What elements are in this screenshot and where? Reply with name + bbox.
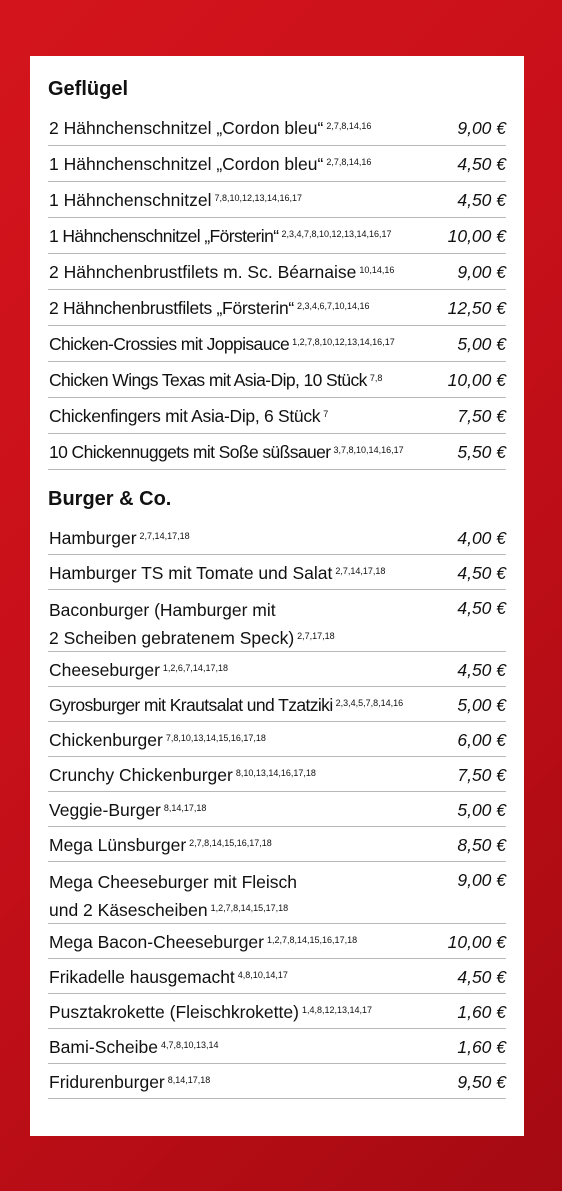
item-price: 9,00 € xyxy=(457,118,506,138)
item-price: 9,50 € xyxy=(457,1072,506,1092)
allergen-codes: 7,8,10,12,13,14,16,17 xyxy=(214,193,303,203)
allergen-codes: 10,14,16 xyxy=(359,265,395,275)
allergen-codes: 1,4,8,12,13,14,17 xyxy=(301,1005,373,1015)
item-price: 4,50 € xyxy=(457,154,506,174)
allergen-codes: 7 xyxy=(323,409,329,419)
item-price: 5,00 € xyxy=(457,695,506,715)
allergen-codes: 3,7,8,10,14,16,17 xyxy=(333,445,404,455)
section-title-burger: Burger & Co. xyxy=(48,488,172,510)
item-name: Chicken-Crossies mit Joppisauce xyxy=(49,334,290,354)
section-title-gefluegel: Geflügel xyxy=(48,78,129,100)
item-price: 7,50 € xyxy=(457,406,506,426)
allergen-codes: 2,7,8,14,16 xyxy=(326,157,372,167)
item-name: 2 Hähnchenbrustfilets m. Sc. Béarnaise xyxy=(49,262,357,282)
menu-item xyxy=(48,110,506,146)
item-price: 9,00 € xyxy=(457,870,506,890)
item-price: 4,50 € xyxy=(457,967,506,987)
menu-item xyxy=(48,757,506,792)
item-name: Hamburger TS mit Tomate und Salat xyxy=(49,563,333,583)
menu-item xyxy=(48,290,506,326)
item-name: 2 Hähnchenbrustfilets „Försterin“ xyxy=(49,298,294,318)
menu-item xyxy=(48,687,506,722)
menu-item xyxy=(48,590,506,652)
allergen-codes: 8,14,17,18 xyxy=(167,1075,211,1085)
item-price: 7,50 € xyxy=(457,765,506,785)
item-name: Fridurenburger xyxy=(49,1072,165,1092)
item-price: 8,50 € xyxy=(457,835,506,855)
menu-item xyxy=(48,994,506,1029)
allergen-codes: 2,7,14,17,18 xyxy=(139,531,190,541)
item-name: Hamburger xyxy=(49,528,137,548)
item-name: 1 Hähnchenschnitzel „Cordon bleu“ xyxy=(49,154,324,174)
item-name-line2: 2 Scheiben gebratenem Speck) xyxy=(49,628,295,648)
allergen-codes: 8,10,13,14,16,17,18 xyxy=(235,768,316,778)
menu-item xyxy=(48,959,506,994)
item-price: 6,00 € xyxy=(457,730,506,750)
menu-item xyxy=(48,398,506,434)
item-name: Chicken Wings Texas mit Asia-Dip, 10 Stück xyxy=(49,370,367,390)
allergen-codes: 1,2,6,7,14,17,18 xyxy=(162,663,228,673)
item-price: 9,00 € xyxy=(457,262,506,282)
item-name-line2: und 2 Käsescheiben xyxy=(49,900,208,920)
item-name-line1: Mega Cheeseburger mit Fleisch xyxy=(49,872,298,892)
menu-item xyxy=(48,1029,506,1064)
allergen-codes: 4,7,8,10,13,14 xyxy=(160,1040,219,1050)
allergen-codes: 8,14,17,18 xyxy=(163,803,207,813)
allergen-codes: 7,8,10,13,14,15,16,17,18 xyxy=(165,733,266,743)
item-name: 10 Chickennuggets mit Soße süßsauer xyxy=(49,442,331,462)
item-name: Veggie-Burger xyxy=(49,800,161,820)
item-price: 4,50 € xyxy=(457,660,506,680)
allergen-codes: 2,7,14,17,18 xyxy=(335,566,386,576)
item-price: 10,00 € xyxy=(447,370,506,390)
menu-item xyxy=(48,827,506,862)
item-name: Mega Bacon-Cheeseburger xyxy=(49,932,264,952)
item-price: 1,60 € xyxy=(457,1037,506,1057)
item-name: Mega Lünsburger xyxy=(49,835,187,855)
allergen-codes: 2,7,17,18 xyxy=(297,631,335,641)
menu-item xyxy=(48,254,506,290)
item-price: 4,50 € xyxy=(457,598,506,618)
allergen-codes: 2,7,8,14,16 xyxy=(326,121,372,131)
menu-item xyxy=(48,520,506,555)
item-name: Chickenburger xyxy=(49,730,163,750)
item-price: 12,50 € xyxy=(447,298,506,318)
item-name: Pusztakrokette (Fleischkrokette) xyxy=(49,1002,299,1022)
allergen-codes: 7,8 xyxy=(369,373,383,383)
menu-item xyxy=(48,218,506,254)
allergen-codes: 2,3,4,5,7,8,14,16 xyxy=(335,698,404,708)
menu-card xyxy=(30,56,524,1136)
allergen-codes: 1,2,7,8,10,12,13,14,16,17 xyxy=(292,337,395,347)
menu-item xyxy=(48,434,506,470)
allergen-codes: 4,8,10,14,17 xyxy=(237,970,288,980)
menu-item xyxy=(48,862,506,924)
item-price: 5,00 € xyxy=(457,334,506,354)
menu-item xyxy=(48,555,506,590)
item-name: Crunchy Chickenburger xyxy=(49,765,233,785)
item-name: 1 Hähnchenschnitzel „Försterin“ xyxy=(49,226,279,246)
menu-item xyxy=(48,652,506,687)
item-price: 5,00 € xyxy=(457,800,506,820)
menu-item xyxy=(48,722,506,757)
menu-item xyxy=(48,924,506,959)
menu-item xyxy=(48,146,506,182)
item-price: 10,00 € xyxy=(447,932,506,952)
item-price: 4,50 € xyxy=(457,563,506,583)
item-name: 2 Hähnchenschnitzel „Cordon bleu“ xyxy=(49,118,324,138)
item-price: 10,00 € xyxy=(447,226,506,246)
item-name: Gyrosburger mit Krautsalat und Tzatziki xyxy=(49,695,333,715)
item-name: Bami-Scheibe xyxy=(49,1037,158,1057)
menu-item xyxy=(48,326,506,362)
menu-item xyxy=(48,362,506,398)
allergen-codes: 1,2,7,8,14,15,16,17,18 xyxy=(267,935,358,945)
item-name: 1 Hähnchenschnitzel xyxy=(49,190,212,210)
item-name: Cheeseburger xyxy=(49,660,160,680)
menu-item xyxy=(48,182,506,218)
item-name: Frikadelle hausgemacht xyxy=(49,967,235,987)
item-price: 4,00 € xyxy=(457,528,506,548)
allergen-codes: 2,3,4,6,7,10,14,16 xyxy=(296,301,370,311)
item-name: Chickenfingers mit Asia-Dip, 6 Stück xyxy=(49,406,321,426)
allergen-codes: 2,7,8,14,15,16,17,18 xyxy=(189,838,272,848)
menu-item xyxy=(48,792,506,827)
item-name-line1: Baconburger (Hamburger mit xyxy=(49,600,276,620)
item-price: 4,50 € xyxy=(457,190,506,210)
menu-item xyxy=(48,1064,506,1099)
allergen-codes: 2,3,4,7,8,10,12,13,14,16,17 xyxy=(281,229,392,239)
item-price: 1,60 € xyxy=(457,1002,506,1022)
item-price: 5,50 € xyxy=(457,442,506,462)
allergen-codes: 1,2,7,8,14,15,17,18 xyxy=(210,903,289,913)
